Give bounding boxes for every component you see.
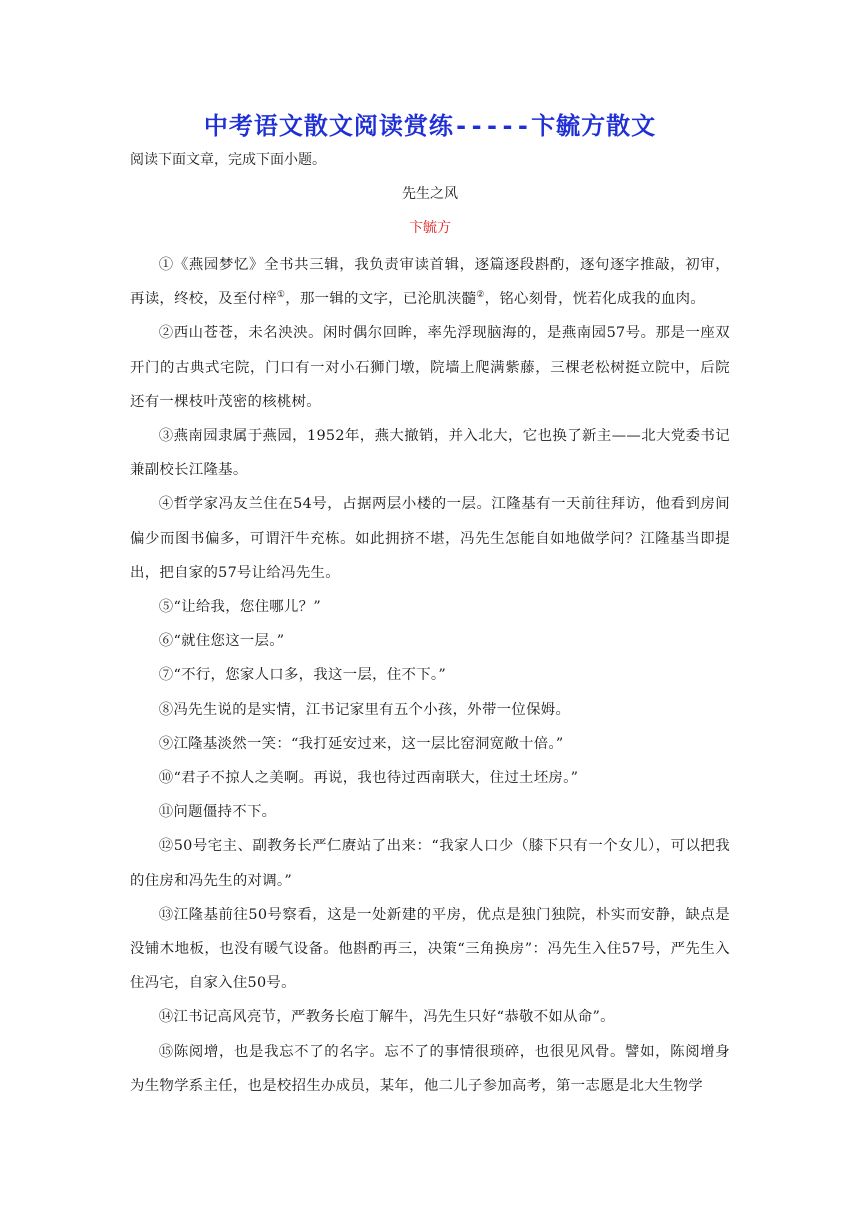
footnote-marker-2: ② <box>476 290 485 301</box>
essay-body <box>130 248 730 1103</box>
instruction-text: 阅读下面文章，完成下面小题。 <box>130 152 326 168</box>
paragraph-4: ④哲学家冯友兰住在54号，占据两层小楼的一层。江隆基有一天前往拜访，他看到房间偏少而图书偏多，可谓汗牛充栋。如此拥挤不堪，冯先生怎能自如地做学问？江隆基当即提出，把自家的57号让给冯先生。 <box>130 496 730 581</box>
paragraph-14: ⑭江书记高风亮节，严教务长庖丁解牛，冯先生只好“恭敬不如从命”。 <box>158 1009 615 1026</box>
paragraph-12: ⑫50号宅主、副教务长严仁赓站了出来：“我家人口少（膝下只有一个女儿），可以把我的住房和冯先生的对调。” <box>130 838 730 889</box>
paragraph-1-text-b: ，那一辑的文字，已沦肌浃髓 <box>285 291 477 308</box>
paragraph-10: ⑩“君子不掠人之美啊。再说，我也待过西南联大，住过土坯房。” <box>158 770 579 787</box>
paragraph-9: ⑨江隆基淡然一笑：“我打延安过来，这一层比窑洞宽敞十倍。” <box>158 735 564 752</box>
document-title: 中考语文散文阅读赏练-----卞毓方散文 <box>203 112 657 140</box>
paragraph-11: ⑪问题僵持不下。 <box>158 804 277 821</box>
paragraph-8: ⑧冯先生说的是实情，江书记家里有五个小孩，外带一位保姆。 <box>158 701 571 718</box>
document-page <box>130 108 730 1103</box>
paragraph-1-text-c: ，铭心刻骨，恍若化成我的血肉。 <box>484 291 706 308</box>
paragraph-6: ⑥“就住您这一层。” <box>158 633 285 650</box>
footnote-marker-1: ① <box>276 290 286 301</box>
essay-title: 先生之风 <box>402 186 458 202</box>
paragraph-15: ⑮陈阅增，也是我忘不了的名字。忘不了的事情很琐碎，也很见风骨。譬如，陈阅增身为生物学系主任，也是校招生办成员，某年，他二儿子参加高考，第一志愿是北大生物学 <box>130 1043 730 1094</box>
paragraph-2: ②西山苍苍，未名泱泱。闲时偶尔回眸，率先浮现脑海的，是燕南园57号。那是一座双开门的古典式宅院，门口有一对小石狮门墩，院墙上爬满紫藤，三棵老松树挺立院中，后院还有一棵枝叶茂密的核桃树。 <box>130 325 730 410</box>
paragraph-7: ⑦“不行，您家人口多，我这一层，住不下。” <box>158 667 447 684</box>
essay-author: 卞毓方 <box>409 220 451 236</box>
paragraph-1-text-a: ①《燕园梦忆》全书共三辑，我负责审读首辑，逐篇逐段斟酌，逐句逐字推敲，初审，再读，终校，及至付梓 <box>130 257 730 308</box>
paragraph-5: ⑤“让给我，您住哪儿？” <box>158 599 322 616</box>
paragraph-3: ③燕南园隶属于燕园，1952年，燕大撤销，并入北大，它也换了新主——北大党委书记兼副校长江隆基。 <box>130 428 730 479</box>
paragraph-13: ⑬江隆基前往50号察看，这是一处新建的平房，优点是独门独院，朴实而安静，缺点是没铺木地板，也没有暖气设备。他斟酌再三，决策“三角换房”：冯先生入住57号，严先生入住冯宅，自家入住50号。 <box>130 906 730 992</box>
paragraph-1 <box>130 248 730 316</box>
